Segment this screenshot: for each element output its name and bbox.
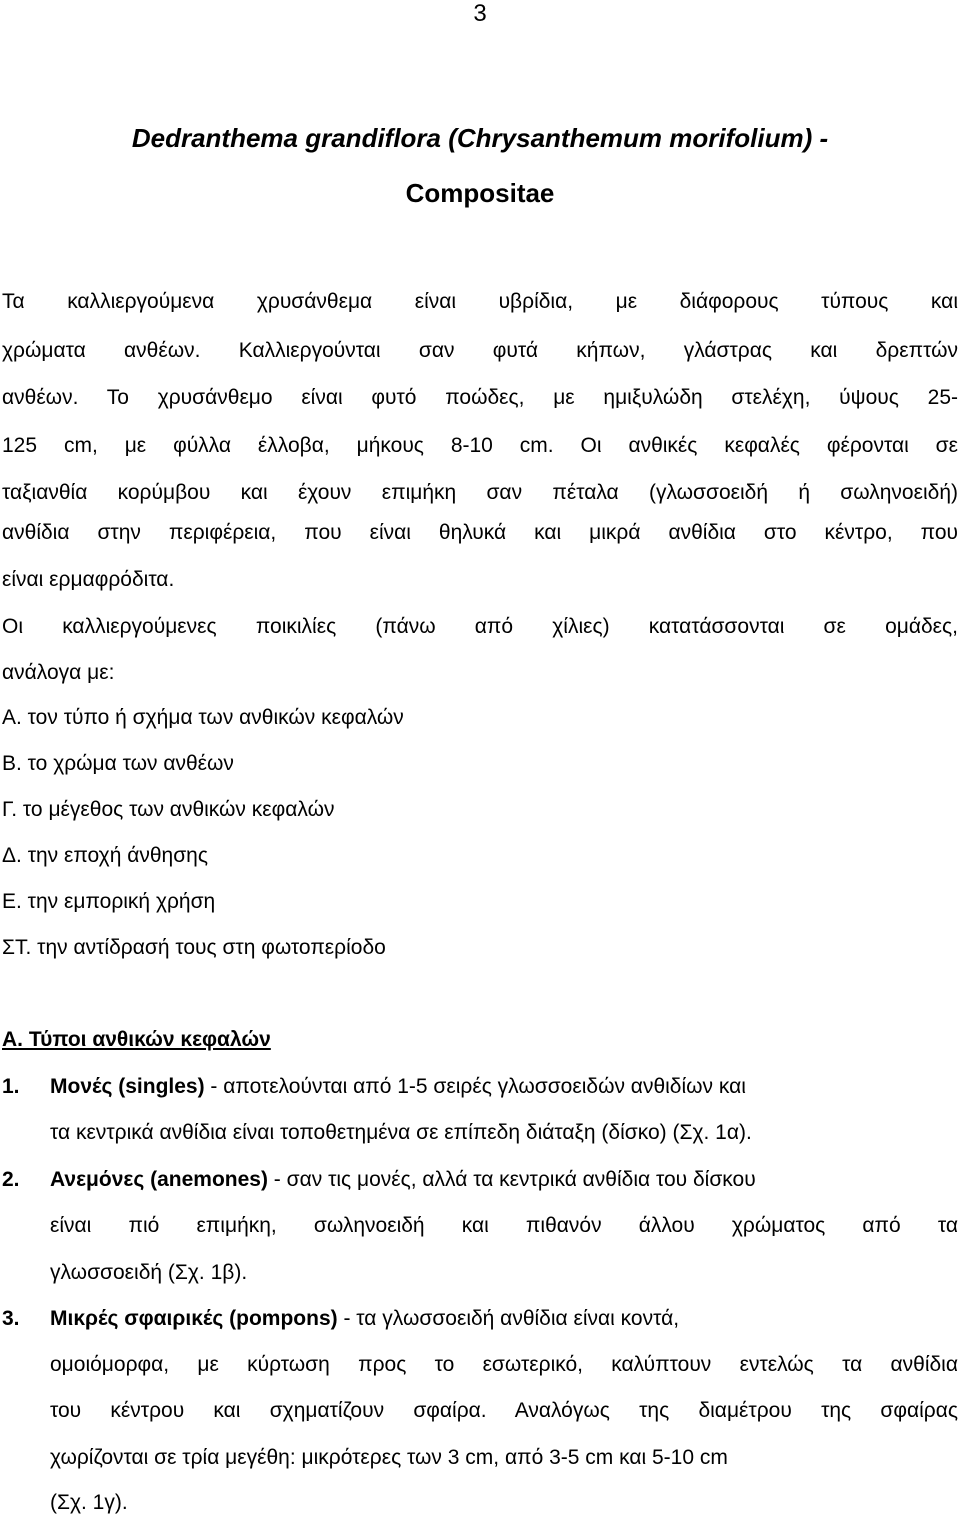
list-item: Γ. το μέγεθος των ανθικών κεφαλών: [2, 798, 335, 821]
paragraph-line: χρώματα ανθέων. Καλλιεργούνται σαν φυτά κήπων, γλάστρας και δρεπτών: [2, 339, 958, 362]
type-item-line: του κέντρου και σχηματίζουν σφαίρα. Αναλόγως της διαμέτρου της σφαίρας: [50, 1399, 958, 1422]
paragraph-line: ανάλογα με:: [2, 661, 115, 684]
paragraph-line: Τα καλλιεργούμενα χρυσάνθεμα είναι υβρίδια, με διάφορους τύπους και: [2, 290, 958, 313]
list-item: Ε. την εμπορική χρήση: [2, 890, 216, 913]
document-subtitle: Compositae: [405, 178, 555, 208]
paragraph-line: ανθέων. Το χρυσάνθεμο είναι φυτό ποώδες, με ημιξυλώδη στελέχη, ύψους 25-: [2, 386, 958, 409]
type-item-line: [50, 1168, 756, 1192]
paragraph-line: ταξιανθία κορύμβου και έχουν επιμήκη σαν πέταλα (γλωσσοειδή ή σωληνοειδή): [2, 481, 958, 504]
type-item-line: [50, 1307, 679, 1331]
paragraph-line: ανθίδια στην περιφέρεια, που είναι θηλυκά και μικρά ανθίδια στο κέντρο, που: [2, 521, 958, 544]
type-item-line: [50, 1075, 746, 1099]
type-text: - αποτελούνται από 1-5 σειρές γλωσσοειδών ανθιδίων και: [204, 1075, 746, 1098]
paragraph-line: 125 cm, με φύλλα έλλοβα, μήκους 8-10 cm. Οι ανθικές κεφαλές φέρονται σε: [2, 434, 958, 457]
list-item: Β. το χρώμα των ανθέων: [2, 752, 234, 775]
paragraph-line: Οι καλλιεργούμενες ποικιλίες (πάνω από χίλιες) κατατάσσονται σε ομάδες,: [2, 615, 958, 638]
document-title: [0, 123, 960, 154]
type-name: Μονές (singles): [50, 1075, 205, 1098]
section-heading: Α. Τύποι ανθικών κεφαλών: [2, 1028, 271, 1051]
type-item-line: (Σχ. 1γ).: [50, 1491, 128, 1514]
list-item: Δ. την εποχή άνθησης: [2, 844, 208, 867]
item-number: 1.: [2, 1075, 20, 1098]
type-name: Ανεμόνες (anemones): [50, 1168, 268, 1191]
type-text: - σαν τις μονές, αλλά τα κεντρικά ανθίδια του δίσκου: [267, 1168, 756, 1191]
type-item-line: είναι πιό επιμήκη, σωληνοειδή και πιθανόν άλλου χρώματος από τα: [50, 1214, 958, 1237]
paragraph-line: είναι ερμαφρόδιτα.: [2, 568, 175, 591]
page-number: 3: [473, 0, 487, 27]
type-text: - τα γλωσσοειδή ανθίδια είναι κοντά,: [337, 1307, 680, 1330]
list-item: Α. τον τύπο ή σχήμα των ανθικών κεφαλών: [2, 706, 404, 729]
item-number: 2.: [2, 1168, 20, 1191]
list-item: ΣΤ. την αντίδρασή τους στη φωτοπερίοδο: [2, 936, 386, 959]
type-item-line: τα κεντρικά ανθίδια είναι τοποθετημένα σε επίπεδη διάταξη (δίσκο) (Σχ. 1α).: [50, 1121, 752, 1144]
type-item-line: ομοιόμορφα, με κύρτωση προς το εσωτερικό, καλύπτουν εντελώς τα ανθίδια: [50, 1353, 958, 1376]
type-item-line: χωρίζονται σε τρία μεγέθη: μικρότερες των 3 cm, από 3-5 cm και 5-10 cm: [50, 1446, 728, 1469]
type-name: Μικρές σφαιρικές (pompons): [50, 1307, 338, 1330]
item-number: 3.: [2, 1307, 20, 1330]
title-line-1: Dedranthema grandiflora (Chrysanthemum morifolium) -: [131, 123, 829, 153]
type-item-line: γλωσσοειδή (Σχ. 1β).: [50, 1261, 248, 1284]
